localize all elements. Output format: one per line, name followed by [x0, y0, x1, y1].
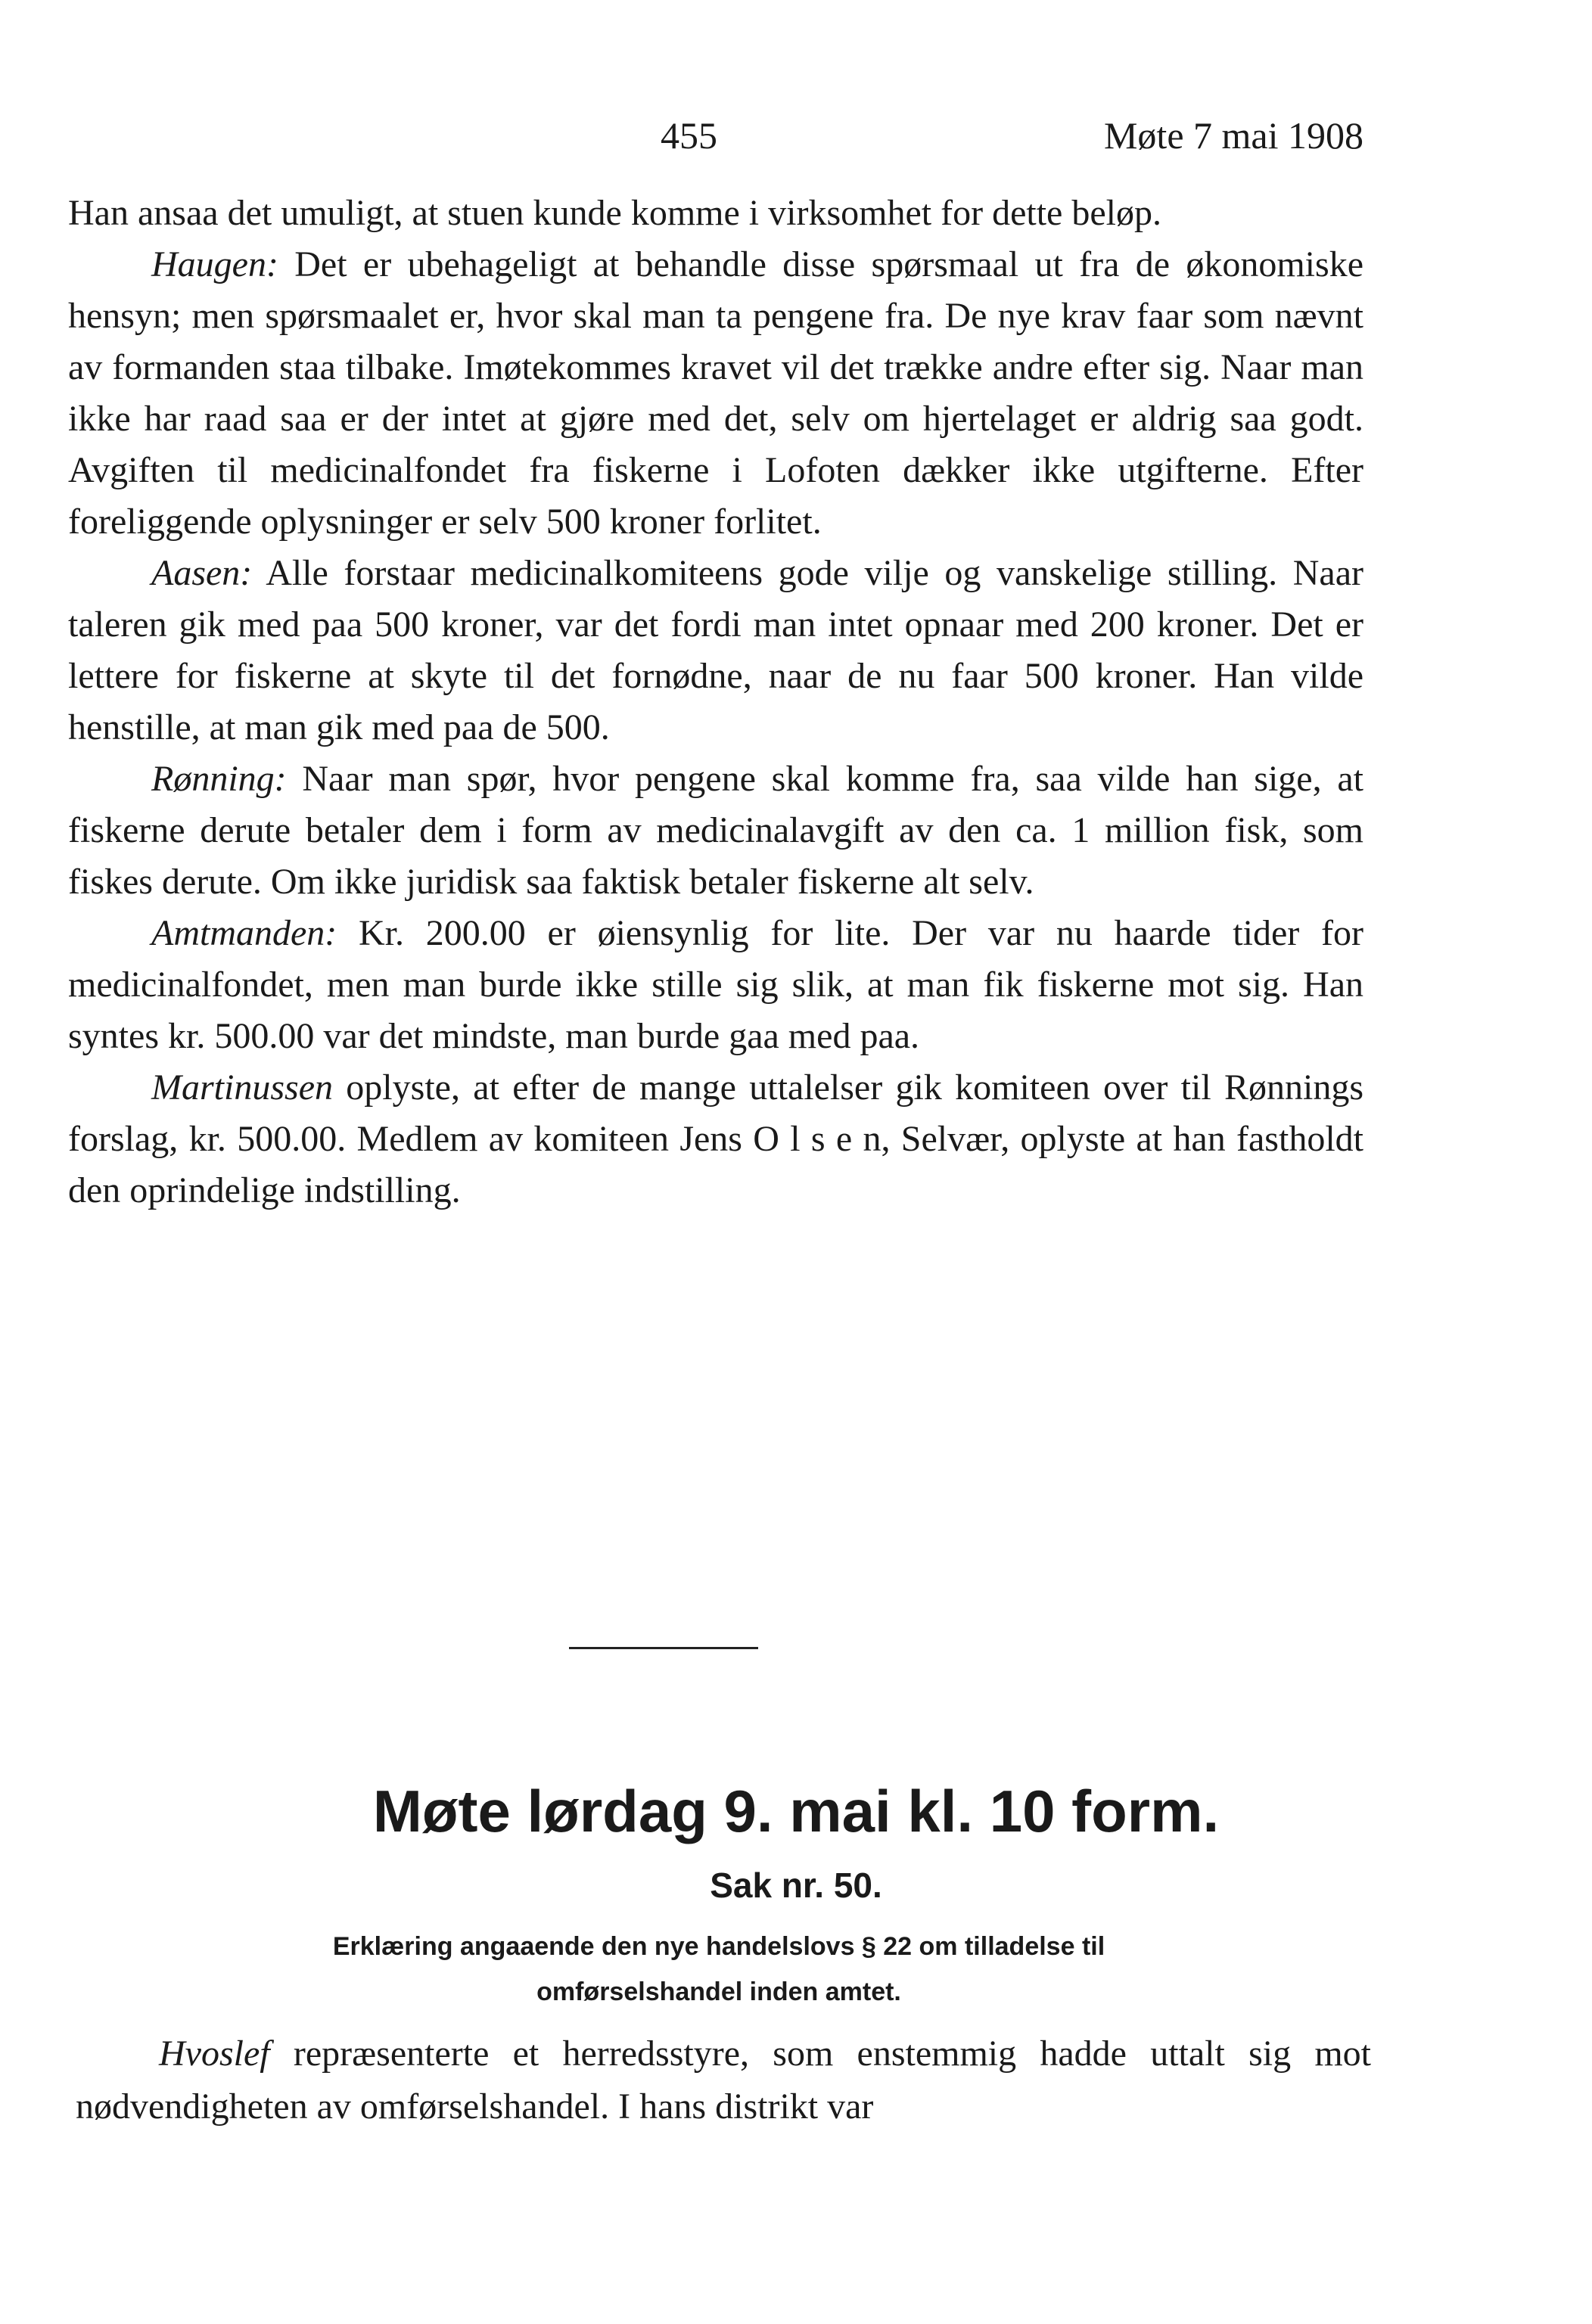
running-head: Møte 7 mai 1908 — [1103, 114, 1363, 157]
section-divider — [569, 1647, 758, 1649]
paragraph-text: repræsenterte et herredsstyre, som enstemmig hadde uttalt sig mot nødvendigheten av omførselshandel. I hans distrikt var — [76, 2034, 1371, 2127]
paragraph — [68, 753, 1363, 908]
paragraph-text: Det er ubehageligt at behandle disse spørsmaal ut fra de økonomiske hensyn; men spørsmaalet er, hvor skal man ta pengene fra. De nye krav faar som nævnt av formanden staa tilbake. Imøtekommes kravet vil det trække andre efter sig. Naar man ikke har raad saa er der intet at gjøre med det, selv om hjertelaget er aldrig saa godt. Avgiften til medicinalfondet fra fiskerne i Lofoten dækker ikke utgifterne. Efter foreliggende oplysninger er selv 500 kroner forlitet. — [68, 244, 1363, 542]
speaker-name: Rønning: — [151, 759, 287, 799]
speaker-name: Hvoslef — [159, 2034, 270, 2074]
paragraph-text: Kr. 200.00 er øiensynlig for lite. Der var nu haarde tider for medicinalfondet, men man burde ikke stille sig slik, at man fik fiskerne mot sig. Han syntes kr. 500.00 var det mindste, man burde gaa med paa. — [68, 913, 1363, 1056]
page-number: 455 — [661, 114, 717, 157]
paragraph — [68, 188, 1363, 239]
paragraph — [68, 908, 1363, 1062]
paragraph — [68, 239, 1363, 548]
speaker-name: Aasen: — [151, 553, 253, 593]
paragraph-text: Han ansaa det umuligt, at stuen kunde komme i virksomhet for dette beløp. — [68, 193, 1161, 233]
paragraph-text: oplyste, at efter de mange uttalelser gik komiteen over til Rønnings forslag, kr. 500.00. Medlem av komiteen Jens O l s e n, Selvær, oplyste at han fastholdt den oprindelige indstilling. — [68, 1067, 1363, 1210]
meeting-heading: Møte lørdag 9. mai kl. 10 form. — [372, 1778, 1220, 1844]
paragraph — [68, 1062, 1363, 1216]
paragraph-text: Naar man spør, hvor pengene skal komme fra, saa vilde han sige, at fiskerne derute betaler dem i form av medicinalavgift av den ca. 1 million fisk, som fiskes derute. Om ikke juridisk saa faktisk betaler fiskerne alt selv. — [68, 759, 1363, 902]
speaker-name: Amtmanden: — [151, 913, 337, 953]
speaker-name: Haugen: — [151, 244, 278, 284]
case-number: Sak nr. 50. — [710, 1866, 882, 1905]
paragraph — [76, 2027, 1371, 2133]
minutes-section — [68, 188, 1363, 1216]
page-header — [0, 113, 1592, 166]
speaker-name: Martinussen — [151, 1067, 333, 1108]
paragraph-text: Alle forstaar medicinalkomiteens gode vilje og vanskelige stilling. Naar taleren gik med paa 500 kroner, var det fordi man intet opnaar med 200 kroner. Det er lettere for fiskerne at skyte til det fornødne, naar de nu faar 500 kroner. Han vilde henstille, at man gik med paa de 500. — [68, 553, 1363, 747]
paragraph — [68, 548, 1363, 753]
case-subject: Erklæring angaaende den nye handelslovs § 22 om tilladelse til omførselshandel inden amtet. — [332, 1932, 1105, 2006]
minutes-section-continued — [76, 2027, 1371, 2133]
